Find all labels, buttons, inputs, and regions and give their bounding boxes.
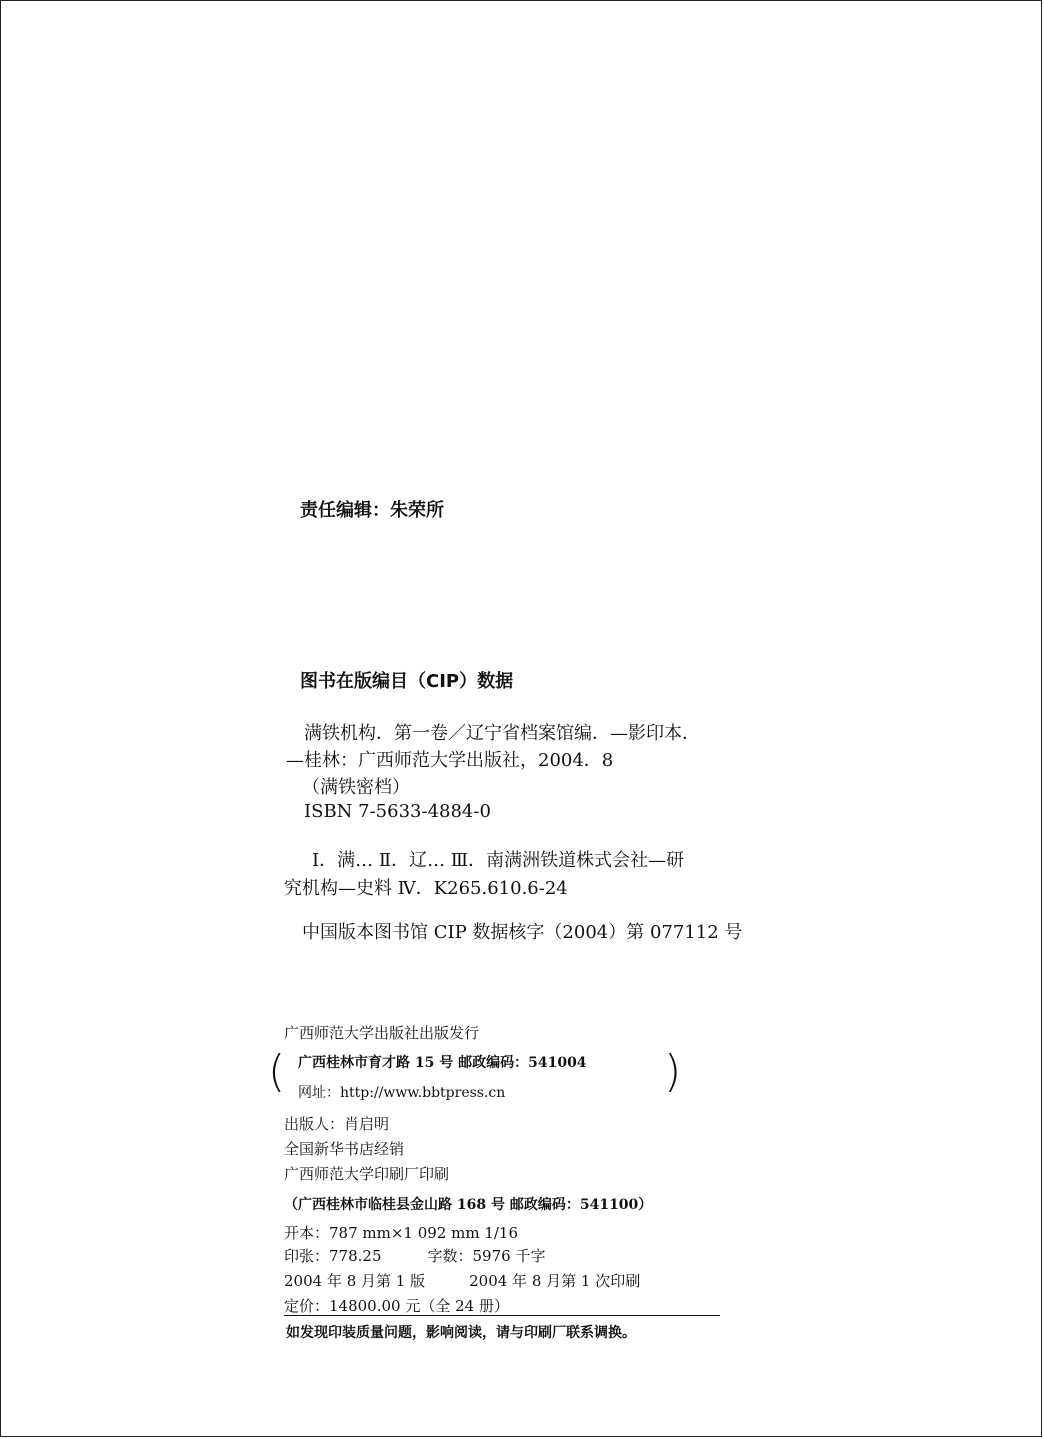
edition: 2004 年 8 月第 1 版 [284,1272,426,1290]
cip-line: 究机构—史料 Ⅳ．K265.610.6-24 [284,878,568,899]
publisher-person: 出版人：肖启明 [284,1115,390,1133]
publisher-website: 网址：http://www.bbtpress.cn [298,1085,506,1101]
close-bracket-icon: ) [664,1046,682,1097]
cip-title: 图书在版编目（CIP）数据 [300,671,514,692]
printing: 2004 年 8 月第 1 次印刷 [469,1272,641,1290]
divider [284,1315,720,1316]
cip-line: —桂林：广西师范大学出版社，2004．8 [286,750,614,771]
publisher-line: 广西师范大学出版社出版发行 [284,1024,480,1042]
printer: 广西师范大学印刷厂印刷 [284,1165,450,1183]
quality-notice: 如发现印装质量问题，影响阅读，请与印刷厂联系调换。 [286,1325,636,1341]
book-format: 开本：787 mm×1 092 mm 1/16 [284,1224,519,1242]
responsible-editor: 责任编辑：朱荣所 [300,500,444,521]
sheets-words-row [284,1245,545,1266]
word-count: 字数：5976 千字 [427,1247,546,1265]
cip-line: 满铁机构．第一卷／辽宁省档案馆编．—影印本． [304,723,700,744]
cip-isbn: ISBN 7-5633-4884-0 [304,801,491,822]
edition-row [284,1270,640,1291]
publisher-address: 广西桂林市育才路 15 号 邮政编码：541004 [298,1055,587,1071]
cip-line: （满铁密档） [302,777,410,798]
printer-address: （广西桂林市临桂县金山路 168 号 邮政编码：541100） [284,1197,653,1213]
open-bracket-icon: ( [268,1046,286,1097]
printed-sheets: 印张：778.25 [284,1247,382,1265]
cip-verification: 中国版本图书馆 CIP 数据核字（2004）第 077112 号 [302,922,743,943]
cip-line: Ⅰ．满… Ⅱ．辽… Ⅲ．南满洲铁道株式会社—研 [312,850,685,871]
price: 定价：14800.00 元（全 24 册） [284,1297,509,1315]
distributor: 全国新华书店经销 [284,1140,405,1158]
